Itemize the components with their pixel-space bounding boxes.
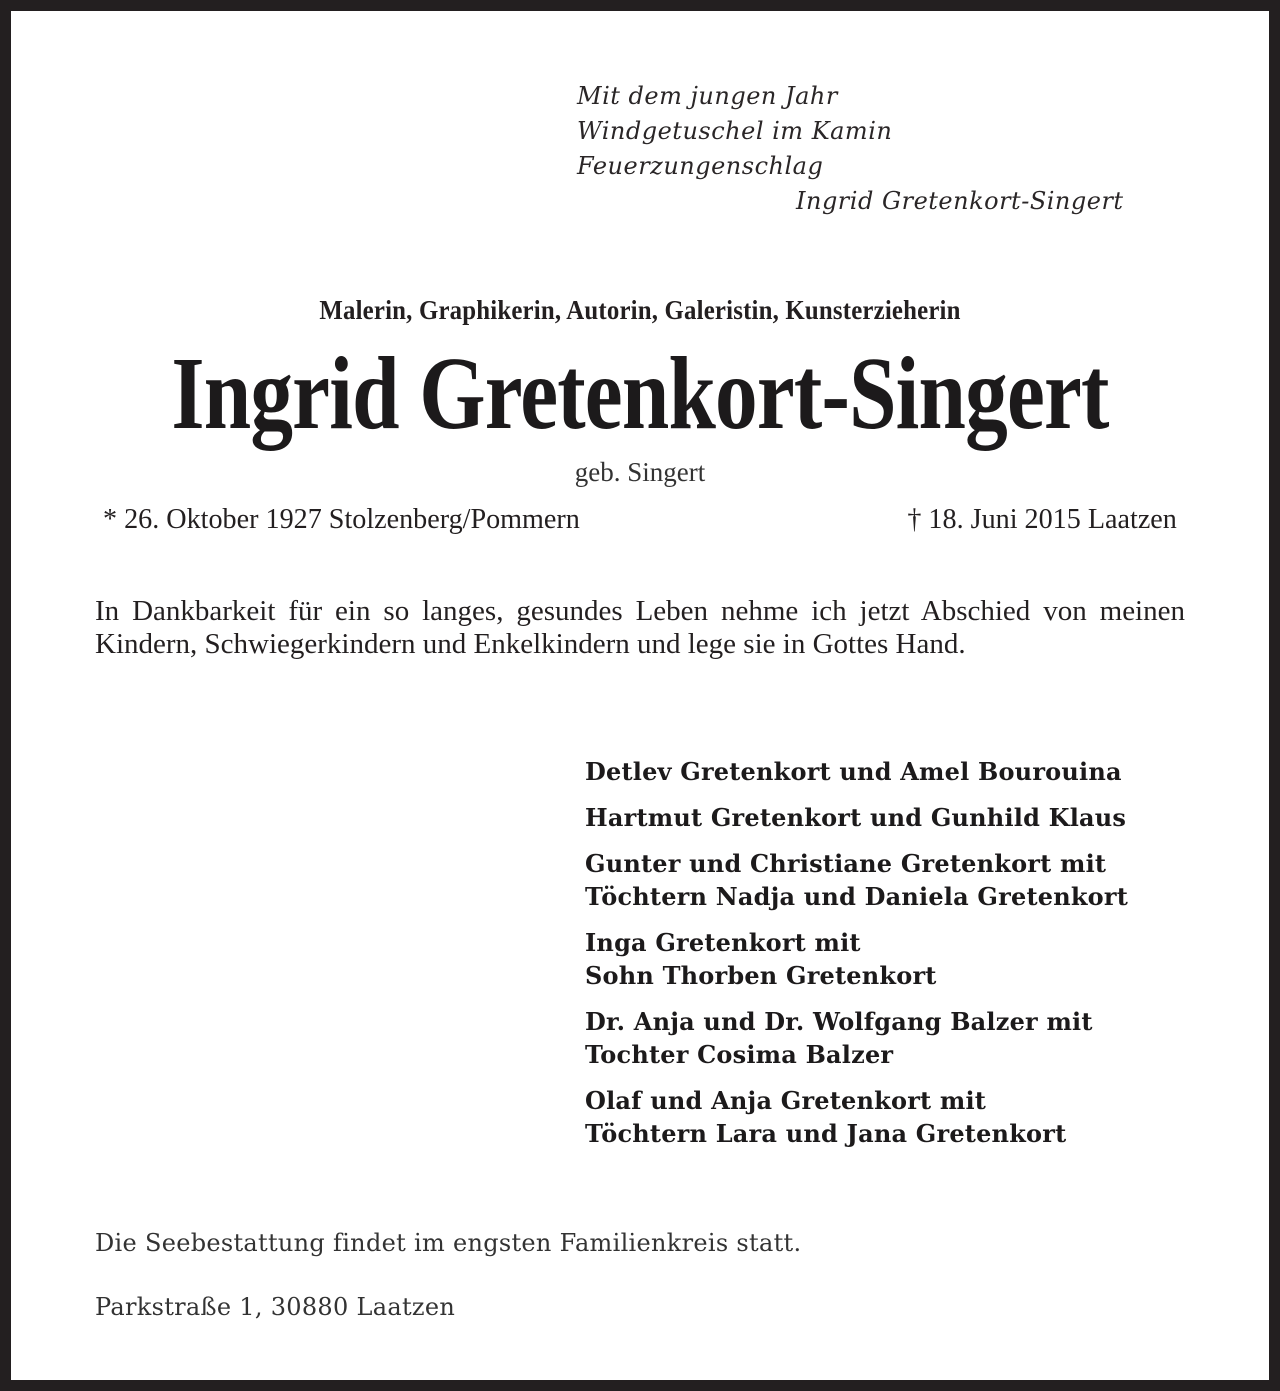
obituary-notice	[11, 11, 1269, 1380]
mourner-line: Inga Gretenkort mit	[585, 928, 861, 957]
mourner-group	[585, 847, 1128, 913]
mourner-line: Sohn Thorben Gretenkort	[585, 961, 937, 990]
poem-line: Windgetuschel im Kamin	[577, 117, 893, 145]
mourner-line: Tochter Cosima Balzer	[585, 1040, 894, 1069]
death-date-place: † 18. Juni 2015 Laatzen	[907, 503, 1177, 535]
mourner-line: Töchtern Lara und Jana Gretenkort	[585, 1119, 1067, 1148]
mourners-list	[585, 755, 1128, 1163]
mourner-line: Hartmut Gretenkort und Gunhild Klaus	[585, 803, 1127, 832]
address: Parkstraße 1, 30880 Laatzen	[95, 1293, 456, 1321]
gratitude-paragraph: In Dankbarkeit für ein so langes, gesundes Leben nehme ich jetzt Abschied von meinen Kindern, Schwiegerkindern und Enkelkindern und lege sie in Gottes Hand.	[95, 595, 1185, 660]
poem-author: Ingrid Gretenkort-Singert	[796, 187, 1124, 215]
mourner-line: Dr. Anja und Dr. Wolfgang Balzer mit	[585, 1007, 1093, 1036]
mourner-line: Töchtern Nadja und Daniela Gretenkort	[585, 882, 1129, 911]
professions-line: Malerin, Graphikerin, Autorin, Galeristin, Kunsterzieherin	[319, 295, 961, 325]
mourner-group	[585, 1005, 1128, 1071]
maiden-name: geb. Singert	[574, 457, 706, 487]
mourner-line: Gunter und Christiane Gretenkort mit	[585, 849, 1107, 878]
mourner-group	[585, 755, 1128, 788]
poem-line: Feuerzungenschlag	[577, 152, 824, 180]
mourner-group	[585, 801, 1128, 834]
mourner-group	[585, 926, 1128, 992]
mourner-group	[585, 1084, 1128, 1150]
mourner-line: Olaf und Anja Gretenkort mit	[585, 1086, 987, 1115]
birth-date-place: * 26. Oktober 1927 Stolzenberg/Pommern	[103, 503, 580, 535]
mourner-line: Detlev Gretenkort und Amel Bourouina	[585, 757, 1122, 786]
burial-note: Die Seebestattung findet im engsten Familienkreis statt.	[95, 1229, 802, 1257]
deceased-name: Ingrid Gretenkort-Singert	[171, 336, 1109, 451]
haiku-poem	[577, 79, 1124, 215]
poem-line: Mit dem jungen Jahr	[577, 82, 838, 110]
